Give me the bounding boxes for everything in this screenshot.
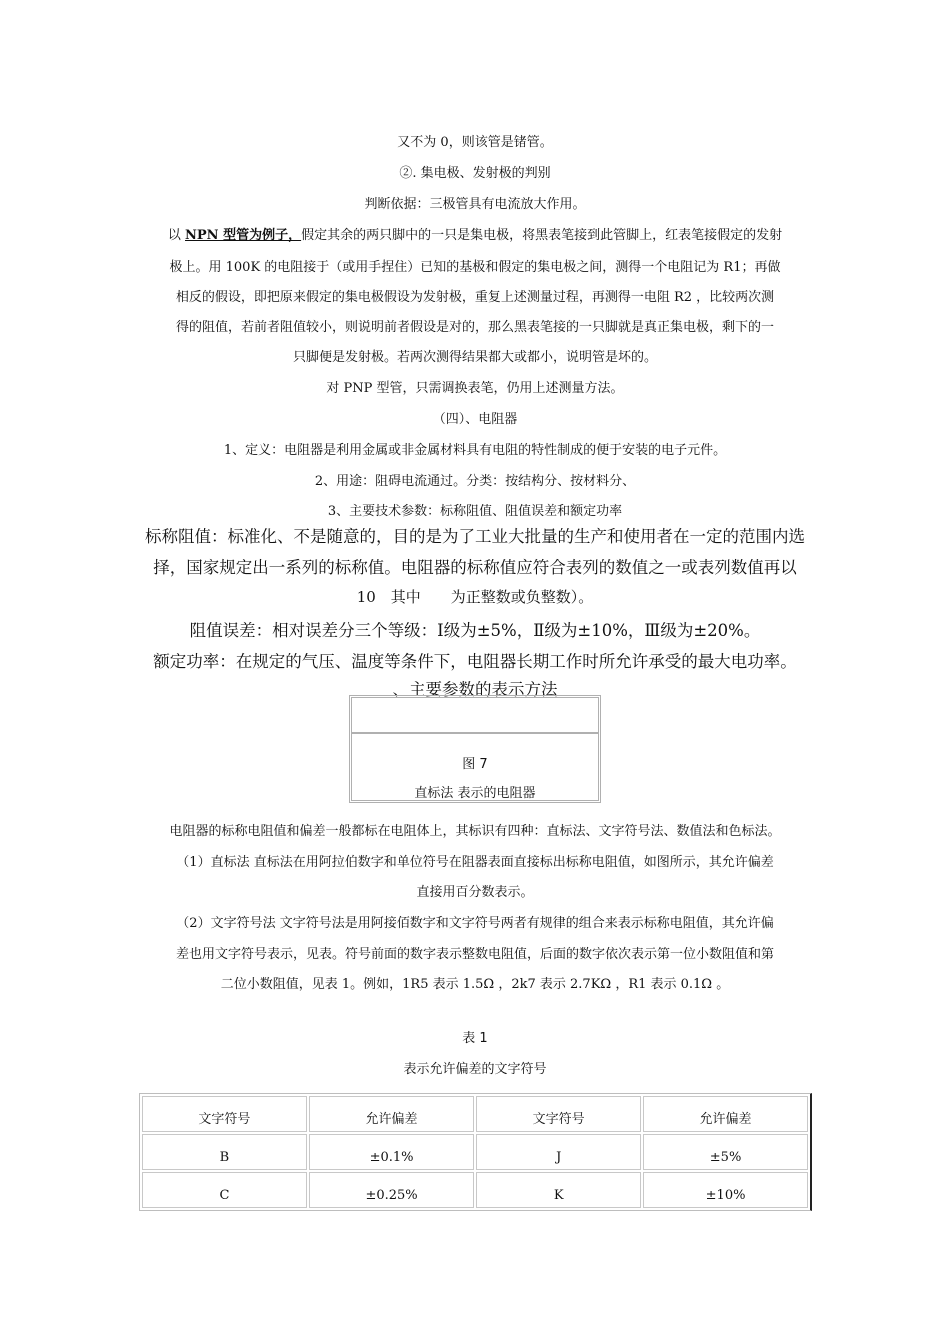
paragraph-line: （1）直标法 直标法在用阿拉伯数字和单位符号在阻器表面直接标出标称电阻值，如图所示，其允许偏差 [176,855,774,870]
table-cell: B [142,1134,307,1170]
table-header-cell: 允许偏差 [309,1096,474,1132]
tolerance-table [139,1093,812,1211]
table-number: 表 1 [462,1031,488,1046]
table-cell: C [142,1172,307,1208]
text-line: 2、用途：阻碍电流通过。分类：按结构分、按材料分、 [314,474,636,489]
table-cell: ±0.1% [309,1134,474,1170]
table-row [142,1134,808,1170]
paragraph-line: 电阻器的标称电阻值和偏差一般都标在电阻体上，其标识有四种：直标法、文字符号法、数值法和色标法。 [169,824,781,839]
paragraph-line: 相反的假设，即把原来假定的集电极假设为发射极，重复上述测量过程，再测得一电阻 R2 ，比较两次测 [175,290,775,305]
paragraph-line: 直接用百分数表示。 [416,885,534,900]
figure-number: 图 7 [462,757,488,772]
paragraph-line: 阻值误差：相对误差分三个等级：Ⅰ级为±5%，Ⅱ级为±10%，Ⅲ级为±20%。 [189,621,761,640]
paragraph-line: 二位小数阻值，见表 1。例如，1R5 表示 1.5Ω ，2k7 表示 2.7KΩ ，R1 表示 0.1Ω 。 [220,977,730,992]
paragraph-line: 额定功率：在规定的气压、温度等条件下，电阻器长期工作时所允许承受的最大电功率。 [153,652,797,671]
paragraph-line: 极上。用 100K 的电阻接于（或用手捏住）已知的基极和假定的集电极之间，测得一个电阻记为 R1；再做 [169,260,781,275]
text-line: 对 PNP 型管，只需调换表笔，仍用上述测量方法。 [326,381,624,396]
section-heading: （四）、电阻器 [432,412,518,427]
npn-emphasis: NPN 型管为例子， [185,228,302,243]
subsection-heading: ②. 集电极、发射极的判别 [399,166,551,181]
figure-caption: 直标法 表示的电阻器 [414,786,536,801]
paragraph-line: 标称阻值：标准化、不是随意的，目的是为了工业大批量的生产和使用者在一定的范围内选 [145,527,805,546]
text-line: 又不为 0，则该管是锗管。 [397,135,553,150]
paragraph-line [0,224,950,243]
figure-frame [349,695,601,803]
text-span: 假定其余的两只脚中的一只是集电极，将黑表笔接到此管脚上，红表笔接假定的发射 [301,228,783,243]
paragraph-line: 得的阻值，若前者阻值较小，则说明前者假设是对的，那么黑表笔接的一只脚就是真正集电极，剩下的一 [175,320,774,335]
paragraph-line: 择，国家规定出一系列的标称值。电阻器的标称值应符合表列的数值之一或表列数值再以 [153,558,797,577]
table-cell: ±5% [643,1134,808,1170]
table-header-row [142,1096,808,1132]
table-row [142,1172,808,1208]
table-cell: K [476,1172,641,1208]
table-header-cell: 允许偏差 [643,1096,808,1132]
figure-image-placeholder [352,698,598,734]
table-caption: 表示允许偏差的文字符号 [403,1062,547,1077]
table-cell: ±0.25% [309,1172,474,1208]
paragraph-line: 差也用文字符号表示，见表。符号前面的数字表示整数电阻值，后面的数字依次表示第一位小数阻值和第 [175,947,774,962]
text-span: 以 [167,228,186,243]
paragraph-line: 只脚便是发射极。若两次测得结果都大或都小，说明管是坏的。 [292,350,657,365]
table-cell: J [476,1134,641,1170]
table-header-cell: 文字符号 [476,1096,641,1132]
paragraph-line: 10 其中 为正整数或负整数）。 [356,588,594,606]
text-line: 3、主要技术参数：标称阻值、阻值误差和额定功率 [327,504,623,519]
paragraph-line: （2）文字符号法 文字符号法是用阿接佰数字和文字符号两者有规律的组合来表示标称电阻值，其允许偏 [176,916,774,931]
section-heading: 、主要参数的表示方法 [392,680,558,699]
table-header-cell: 文字符号 [142,1096,307,1132]
text-line: 1、定义：电阻器是利用金属或非金属材料具有电阻的特性制成的便于安装的电子元件。 [223,443,727,458]
text-line: 判断依据：三极管具有电流放大作用。 [364,197,586,212]
table-cell: ±10% [643,1172,808,1208]
